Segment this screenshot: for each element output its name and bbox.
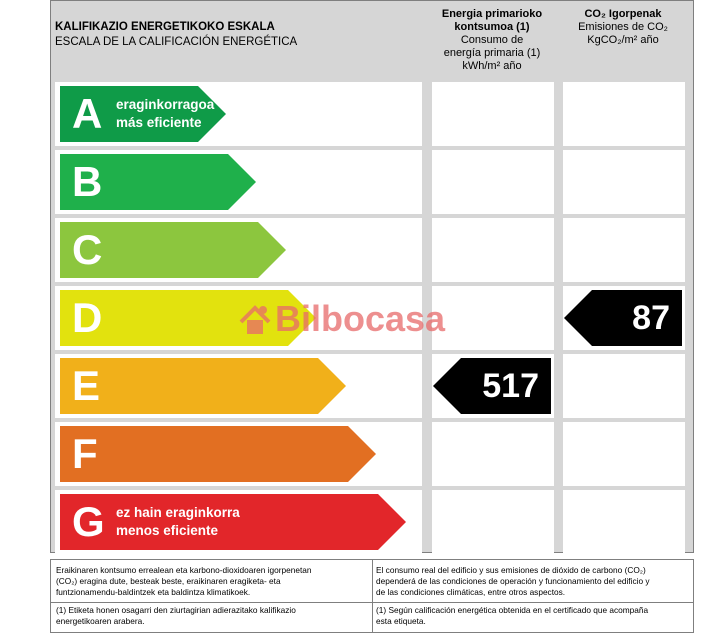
rating-arrow-b bbox=[60, 154, 256, 210]
rating-arrow-shape-e bbox=[60, 358, 346, 414]
footer-ref-eu-line2: energetikoaren arabera. bbox=[56, 616, 145, 626]
co2-rating-badge bbox=[564, 290, 682, 346]
grade-letter-b: B bbox=[72, 158, 103, 205]
footer-note-es bbox=[376, 565, 691, 598]
grade-letter-e: E bbox=[72, 362, 101, 409]
rating-arrow-c bbox=[60, 222, 286, 278]
watermark-text: Bilbocasa bbox=[275, 298, 446, 339]
primary-energy-cell-d bbox=[432, 286, 554, 350]
primary-energy-unit: kWh/m² año bbox=[462, 60, 522, 72]
co2-title-eu: CO₂ Igorpenak bbox=[584, 8, 662, 20]
footer-ref-es-line1: (1) Según calificación energética obtenida en el certificado que acompaña bbox=[376, 605, 649, 615]
co2-rating-badge-value: 87 bbox=[632, 299, 670, 337]
co2-heading bbox=[560, 8, 686, 47]
primary-energy-cell-f bbox=[432, 422, 554, 486]
primary-energy-cell-a bbox=[432, 82, 554, 146]
primary-energy-heading bbox=[428, 8, 556, 73]
house-logo-icon bbox=[237, 300, 273, 340]
primary-energy-title-eu-1: Energia primarioko bbox=[441, 8, 543, 20]
co2-cell-f bbox=[563, 422, 685, 486]
primary-energy-rating-badge bbox=[433, 358, 551, 414]
co2-title-es: Emisiones de CO₂ bbox=[578, 21, 668, 33]
rating-arrow-a bbox=[60, 86, 226, 142]
grade-letter-c: C bbox=[72, 226, 103, 273]
footer-note-eu-line2: (CO₂) eragina dute, besteak beste, eraikinaren eragiketa- eta bbox=[56, 576, 281, 586]
primary-energy-cell-b bbox=[432, 150, 554, 214]
footer-note-es-line3: de las condiciones climáticas, entre otros aspectos. bbox=[376, 587, 566, 597]
footer-notes bbox=[50, 559, 694, 633]
grade-description-a bbox=[116, 96, 214, 132]
co2-cell-e bbox=[563, 354, 685, 418]
grade-description-es-g: menos eficiente bbox=[116, 523, 219, 538]
primary-energy-title-es-2: energía primaria (1) bbox=[443, 47, 541, 59]
rating-arrow-f bbox=[60, 426, 376, 482]
co2-cell-g bbox=[563, 490, 685, 554]
grade-description-es-a: más eficiente bbox=[116, 115, 202, 130]
footer-note-eu-line1: Eraikinaren kontsumo errealean eta karbono-dioxidoaren igorpenetan bbox=[56, 565, 312, 575]
co2-cell-b bbox=[563, 150, 685, 214]
footer-ref-eu bbox=[56, 605, 368, 627]
footer-ref-es bbox=[376, 605, 691, 627]
grade-letter-g: G bbox=[72, 498, 105, 545]
footer-note-eu-line3: funtzionamendu-baldintzek eta baldintza klimatikoek. bbox=[56, 587, 251, 597]
grade-letter-a: A bbox=[72, 90, 103, 137]
primary-energy-cell-c bbox=[432, 218, 554, 282]
footer-ref-eu-line1: (1) Etiketa honen osagarri den ziurtagirian adierazitako kalifikazio bbox=[56, 605, 296, 615]
footer-divider-vertical bbox=[372, 560, 373, 632]
footer-note-eu bbox=[56, 565, 368, 598]
rating-arrow-fill-f bbox=[60, 426, 376, 482]
footer-note-es-line2: dependerá de las condiciones de operación y funcionamiento del edificio y bbox=[376, 576, 650, 586]
primary-energy-title-es-1: Consumo de bbox=[460, 34, 524, 46]
rating-arrow-e bbox=[60, 358, 346, 414]
grade-description-eu-a: eraginkorragoa bbox=[116, 97, 215, 112]
footer-note-es-line1: El consumo real del edificio y sus emisiones de dióxido de carbono (CO₂) bbox=[376, 565, 646, 575]
grade-letter-d: D bbox=[72, 294, 103, 341]
co2-cell-a bbox=[563, 82, 685, 146]
grade-letter-f: F bbox=[72, 430, 98, 477]
primary-energy-title-eu-2: kontsumoa (1) bbox=[454, 21, 530, 33]
scale-heading bbox=[55, 20, 297, 50]
scale-title-es: ESCALA DE LA CALIFICACIÓN ENERGÉTICA bbox=[55, 36, 298, 48]
footer-divider-horizontal bbox=[51, 602, 693, 603]
primary-energy-cell-g bbox=[432, 490, 554, 554]
grade-description-eu-g: ez hain eraginkorra bbox=[116, 505, 240, 520]
footer-ref-es-line2: esta etiqueta. bbox=[376, 616, 426, 626]
rating-arrow-fill-e bbox=[60, 358, 346, 414]
primary-energy-rating-badge-value: 517 bbox=[482, 367, 539, 405]
rating-arrow-shape-f bbox=[60, 426, 376, 482]
rating-arrow-g bbox=[60, 494, 406, 550]
scale-title-eu: KALIFIKAZIO ENERGETIKOKO ESKALA bbox=[55, 21, 275, 33]
co2-cell-c bbox=[563, 218, 685, 282]
co2-unit: KgCO₂/m² año bbox=[587, 34, 659, 46]
grade-description-g bbox=[116, 504, 240, 540]
